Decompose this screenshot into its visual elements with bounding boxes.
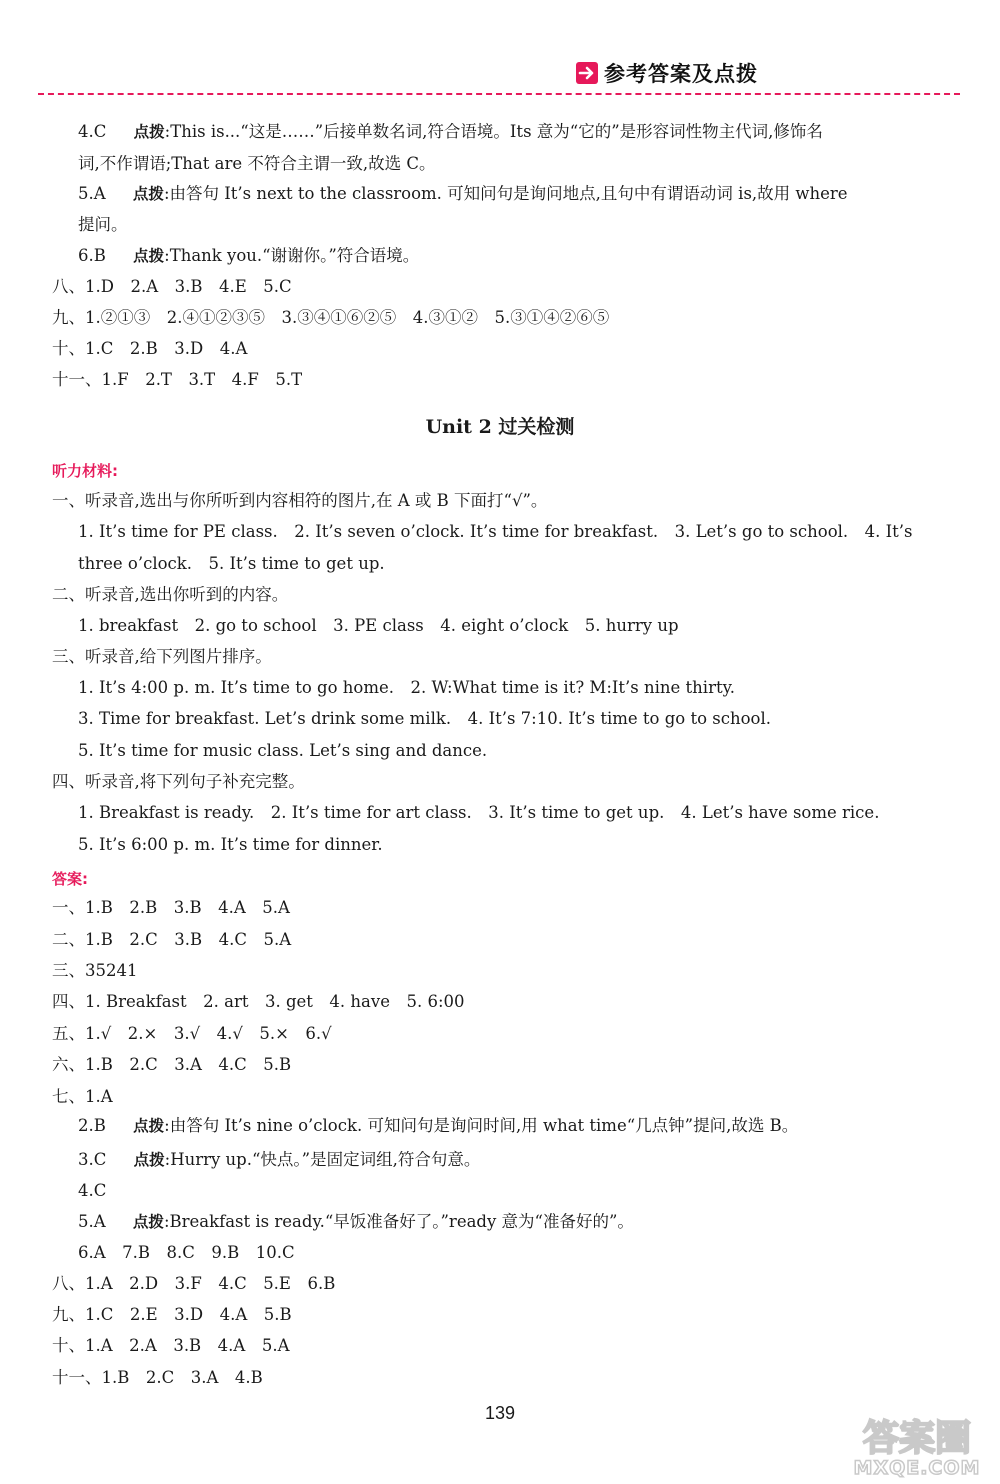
hint-text: :Breakfast is ready.“早饭准备好了。”ready 意为“准备好的”。 <box>163 1212 634 1231</box>
question-number: 4.C <box>78 122 107 141</box>
hint-label: 点拨 <box>132 185 164 203</box>
answer-line-7-2 <box>78 1114 798 1138</box>
answer-line-s11: 十一、1.F 2.T 3.T 4.F 5.T <box>52 370 303 389</box>
listening-label: 听力材料: <box>52 462 118 480</box>
answer-line-s9: 九、1.②①③ 2.④①②③⑤ 3.③④①⑥②⑤ 4.③①② 5.③①④②⑥⑤ <box>52 308 610 327</box>
answer-line-q5-cont: 提问。 <box>78 215 128 234</box>
answer-line-s8: 八、1.D 2.A 3.B 4.E 5.C <box>52 277 292 296</box>
listening-part4-title: 四、听录音,将下列句子补充完整。 <box>52 772 305 791</box>
answer-line-8: 八、1.A 2.D 3.F 4.C 5.E 6.B <box>52 1274 336 1293</box>
hint-label: 点拨 <box>133 123 165 141</box>
answer-line-7: 七、1.A <box>52 1087 113 1106</box>
header-title: 参考答案及点拨 <box>604 62 758 86</box>
answer-line-6: 六、1.B 2.C 3.A 4.C 5.B <box>52 1055 292 1074</box>
answer-line-q4 <box>78 120 823 144</box>
section-title: Unit 2 过关检测 <box>425 416 575 438</box>
answer-line-3: 三、35241 <box>52 961 138 980</box>
listening-part3-line1: 1. It’s 4:00 p. m. It’s time to go home. 2. W:What time is it? M:It’s nine thirty. <box>78 678 735 697</box>
watermark-sub: MXQE.COM <box>853 1457 981 1478</box>
answer-line-2: 二、1.B 2.C 3.B 4.C 5.A <box>52 930 292 949</box>
listening-part2-title: 二、听录音,选出你听到的内容。 <box>52 585 289 604</box>
listening-part3-line3: 5. It’s time for music class. Let’s sing and dance. <box>78 741 488 760</box>
hint-label: 点拨 <box>133 1151 165 1169</box>
answer-line-s10: 十、1.C 2.B 3.D 4.A <box>52 339 248 358</box>
answer-line-10: 十、1.A 2.A 3.B 4.A 5.A <box>52 1336 290 1355</box>
listening-part1-title: 一、听录音,选出与你所听到内容相符的图片,在 A 或 B 下面打“√”。 <box>52 491 548 510</box>
answer-line-1: 一、1.B 2.B 3.B 4.A 5.A <box>52 898 290 917</box>
running-header <box>576 58 758 88</box>
listening-part1-line1: 1. It’s time for PE class. 2. It’s seven o’clock. It’s time for breakfast. 3. Let’s go to school. 4. It’s <box>78 522 913 541</box>
hint-label: 点拨 <box>133 247 165 265</box>
answer-line-5: 五、1.√ 2.× 3.√ 4.√ 5.× 6.√ <box>52 1024 332 1043</box>
listening-part2-line1: 1. breakfast 2. go to school 3. PE class 4. eight o’clock 5. hurry up <box>78 616 679 635</box>
watermark-main: 答案圈 <box>862 1418 972 1459</box>
answer-line-7-5 <box>78 1210 634 1234</box>
page-number: 139 <box>484 1403 516 1423</box>
listening-part1-line2: three o’clock. 5. It’s time to get up. <box>78 554 385 573</box>
answer-line-7-4: 4.C <box>78 1181 107 1200</box>
answer-line-q4-cont: 词,不作谓语;That are 不符合主谓一致,故选 C。 <box>78 154 436 173</box>
arrow-icon <box>576 62 598 84</box>
hint-label: 点拨 <box>132 1213 164 1231</box>
answer-line-9: 九、1.C 2.E 3.D 4.A 5.B <box>52 1305 292 1324</box>
hint-text: :Hurry up.“快点。”是固定词组,符合句意。 <box>164 1150 481 1169</box>
listening-part4-line2: 5. It’s 6:00 p. m. It’s time for dinner. <box>78 835 383 854</box>
hint-text: :Thank you.“谢谢你。”符合语境。 <box>164 246 420 265</box>
hint-text: :由答句 It’s nine o’clock. 可知问句是询问时间,用 what time“几点钟”提问,故选 B。 <box>164 1116 799 1135</box>
question-number: 5.A <box>78 184 106 203</box>
hint-text: :由答句 It’s next to the classroom. 可知问句是询问地点,且句中有谓语动词 is,故用 where <box>163 184 848 203</box>
answer-line-11: 十一、1.B 2.C 3.A 4.B <box>52 1368 263 1387</box>
answer-line-7-3 <box>78 1148 480 1172</box>
answers-label: 答案: <box>52 870 88 888</box>
answer-line-7-6: 6.A 7.B 8.C 9.B 10.C <box>78 1243 295 1262</box>
question-number: 5.A <box>78 1212 106 1231</box>
answer-line-q5 <box>78 182 848 206</box>
hint-text: :This is...“这是……”后接单数名词,符合语境。Its 意为“它的”是形容词性物主代词,修饰名 <box>164 122 823 141</box>
question-number: 3.C <box>78 1150 107 1169</box>
watermark-logo <box>842 1410 992 1478</box>
listening-part3-line2: 3. Time for breakfast. Let’s drink some milk. 4. It’s 7:10. It’s time to go to school. <box>78 709 771 728</box>
listening-part4-line1: 1. Breakfast is ready. 2. It’s time for art class. 3. It’s time to get up. 4. Let’s have some rice. <box>78 803 880 822</box>
header-divider <box>38 93 960 95</box>
question-number: 2.B <box>78 1116 106 1135</box>
answer-line-q6 <box>78 244 419 268</box>
hint-label: 点拨 <box>133 1117 165 1135</box>
answer-line-4: 四、1. Breakfast 2. art 3. get 4. have 5. 6:00 <box>52 992 465 1011</box>
question-number: 6.B <box>78 246 106 265</box>
listening-part3-title: 三、听录音,给下列图片排序。 <box>52 647 272 666</box>
